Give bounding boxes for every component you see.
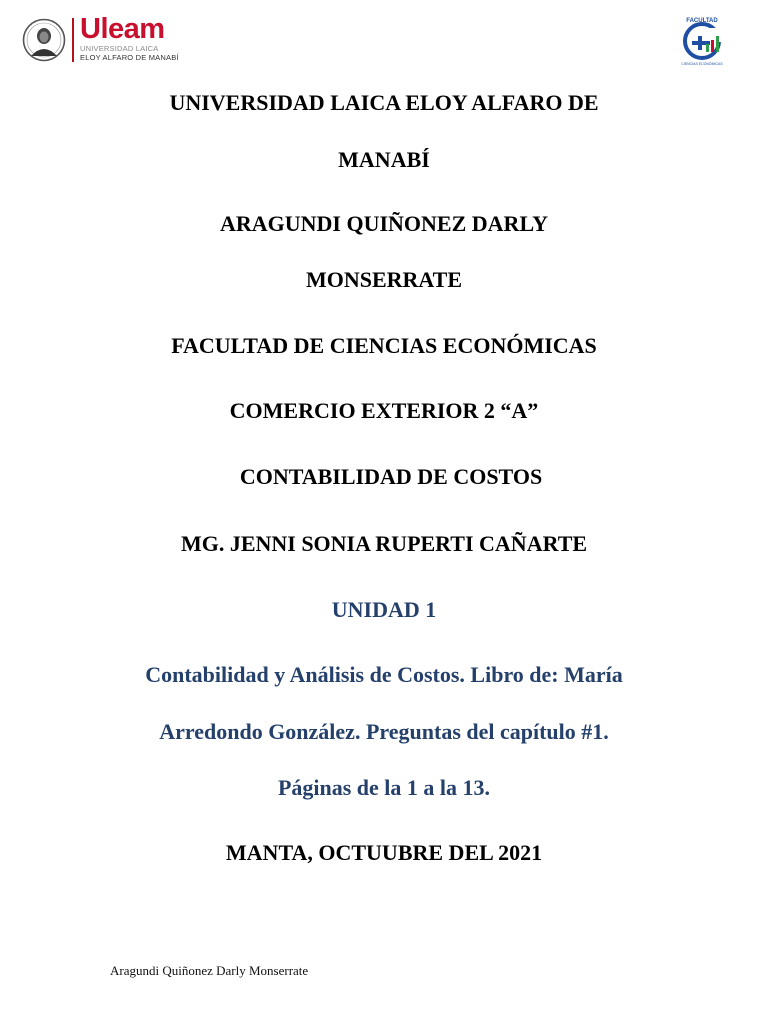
faculty-name: FACULTAD DE CIENCIAS ECONÓMICAS — [171, 333, 597, 358]
faculty-logo-icon — [676, 14, 728, 66]
faculty-logo-bottom-text: CIENCIAS ECONÓMICAS — [681, 62, 723, 66]
page-header — [0, 0, 768, 80]
uleam-wordmark — [80, 14, 179, 62]
logo-divider — [72, 18, 74, 62]
university-name-line-2: MANABÍ — [338, 147, 430, 172]
uleam-logo — [22, 13, 179, 66]
student-name-line-2: MONSERRATE — [305, 267, 463, 292]
uleam-subtitle-1: UNIVERSIDAD LAICA — [80, 44, 159, 53]
description-line-1: Contabilidad y Análisis de Costos. Libro de: María — [145, 662, 623, 687]
description-line-2: Arredondo González. Preguntas del capítulo #1. — [159, 719, 609, 744]
course-name: COMERCIO EXTERIOR 2 “A” — [229, 398, 539, 423]
faculty-logo-arc-text: FACULTAD — [686, 18, 718, 24]
student-name-line-1: ARAGUNDI QUIÑONEZ DARLY — [219, 211, 548, 236]
place-and-date: MANTA, OCTUUBRE DEL 2021 — [225, 840, 543, 865]
uleam-word: Uleam — [80, 13, 165, 45]
uleam-subtitle-2: ELOY ALFARO DE MANABÍ — [80, 53, 179, 62]
teacher-name: MG. JENNI SONIA RUPERTI CAÑARTE — [180, 531, 588, 556]
university-name-line-1: UNIVERSIDAD LAICA ELOY ALFARO DE — [169, 90, 599, 115]
description-line-3: Páginas de la 1 a la 13. — [277, 775, 491, 800]
founder-portrait-seal-icon — [22, 18, 66, 62]
subject-name: CONTABILIDAD DE COSTOS — [239, 464, 543, 489]
page-footer: Aragundi Quiñonez Darly Monserrate — [110, 963, 309, 978]
unit-heading: UNIDAD 1 — [331, 597, 437, 622]
